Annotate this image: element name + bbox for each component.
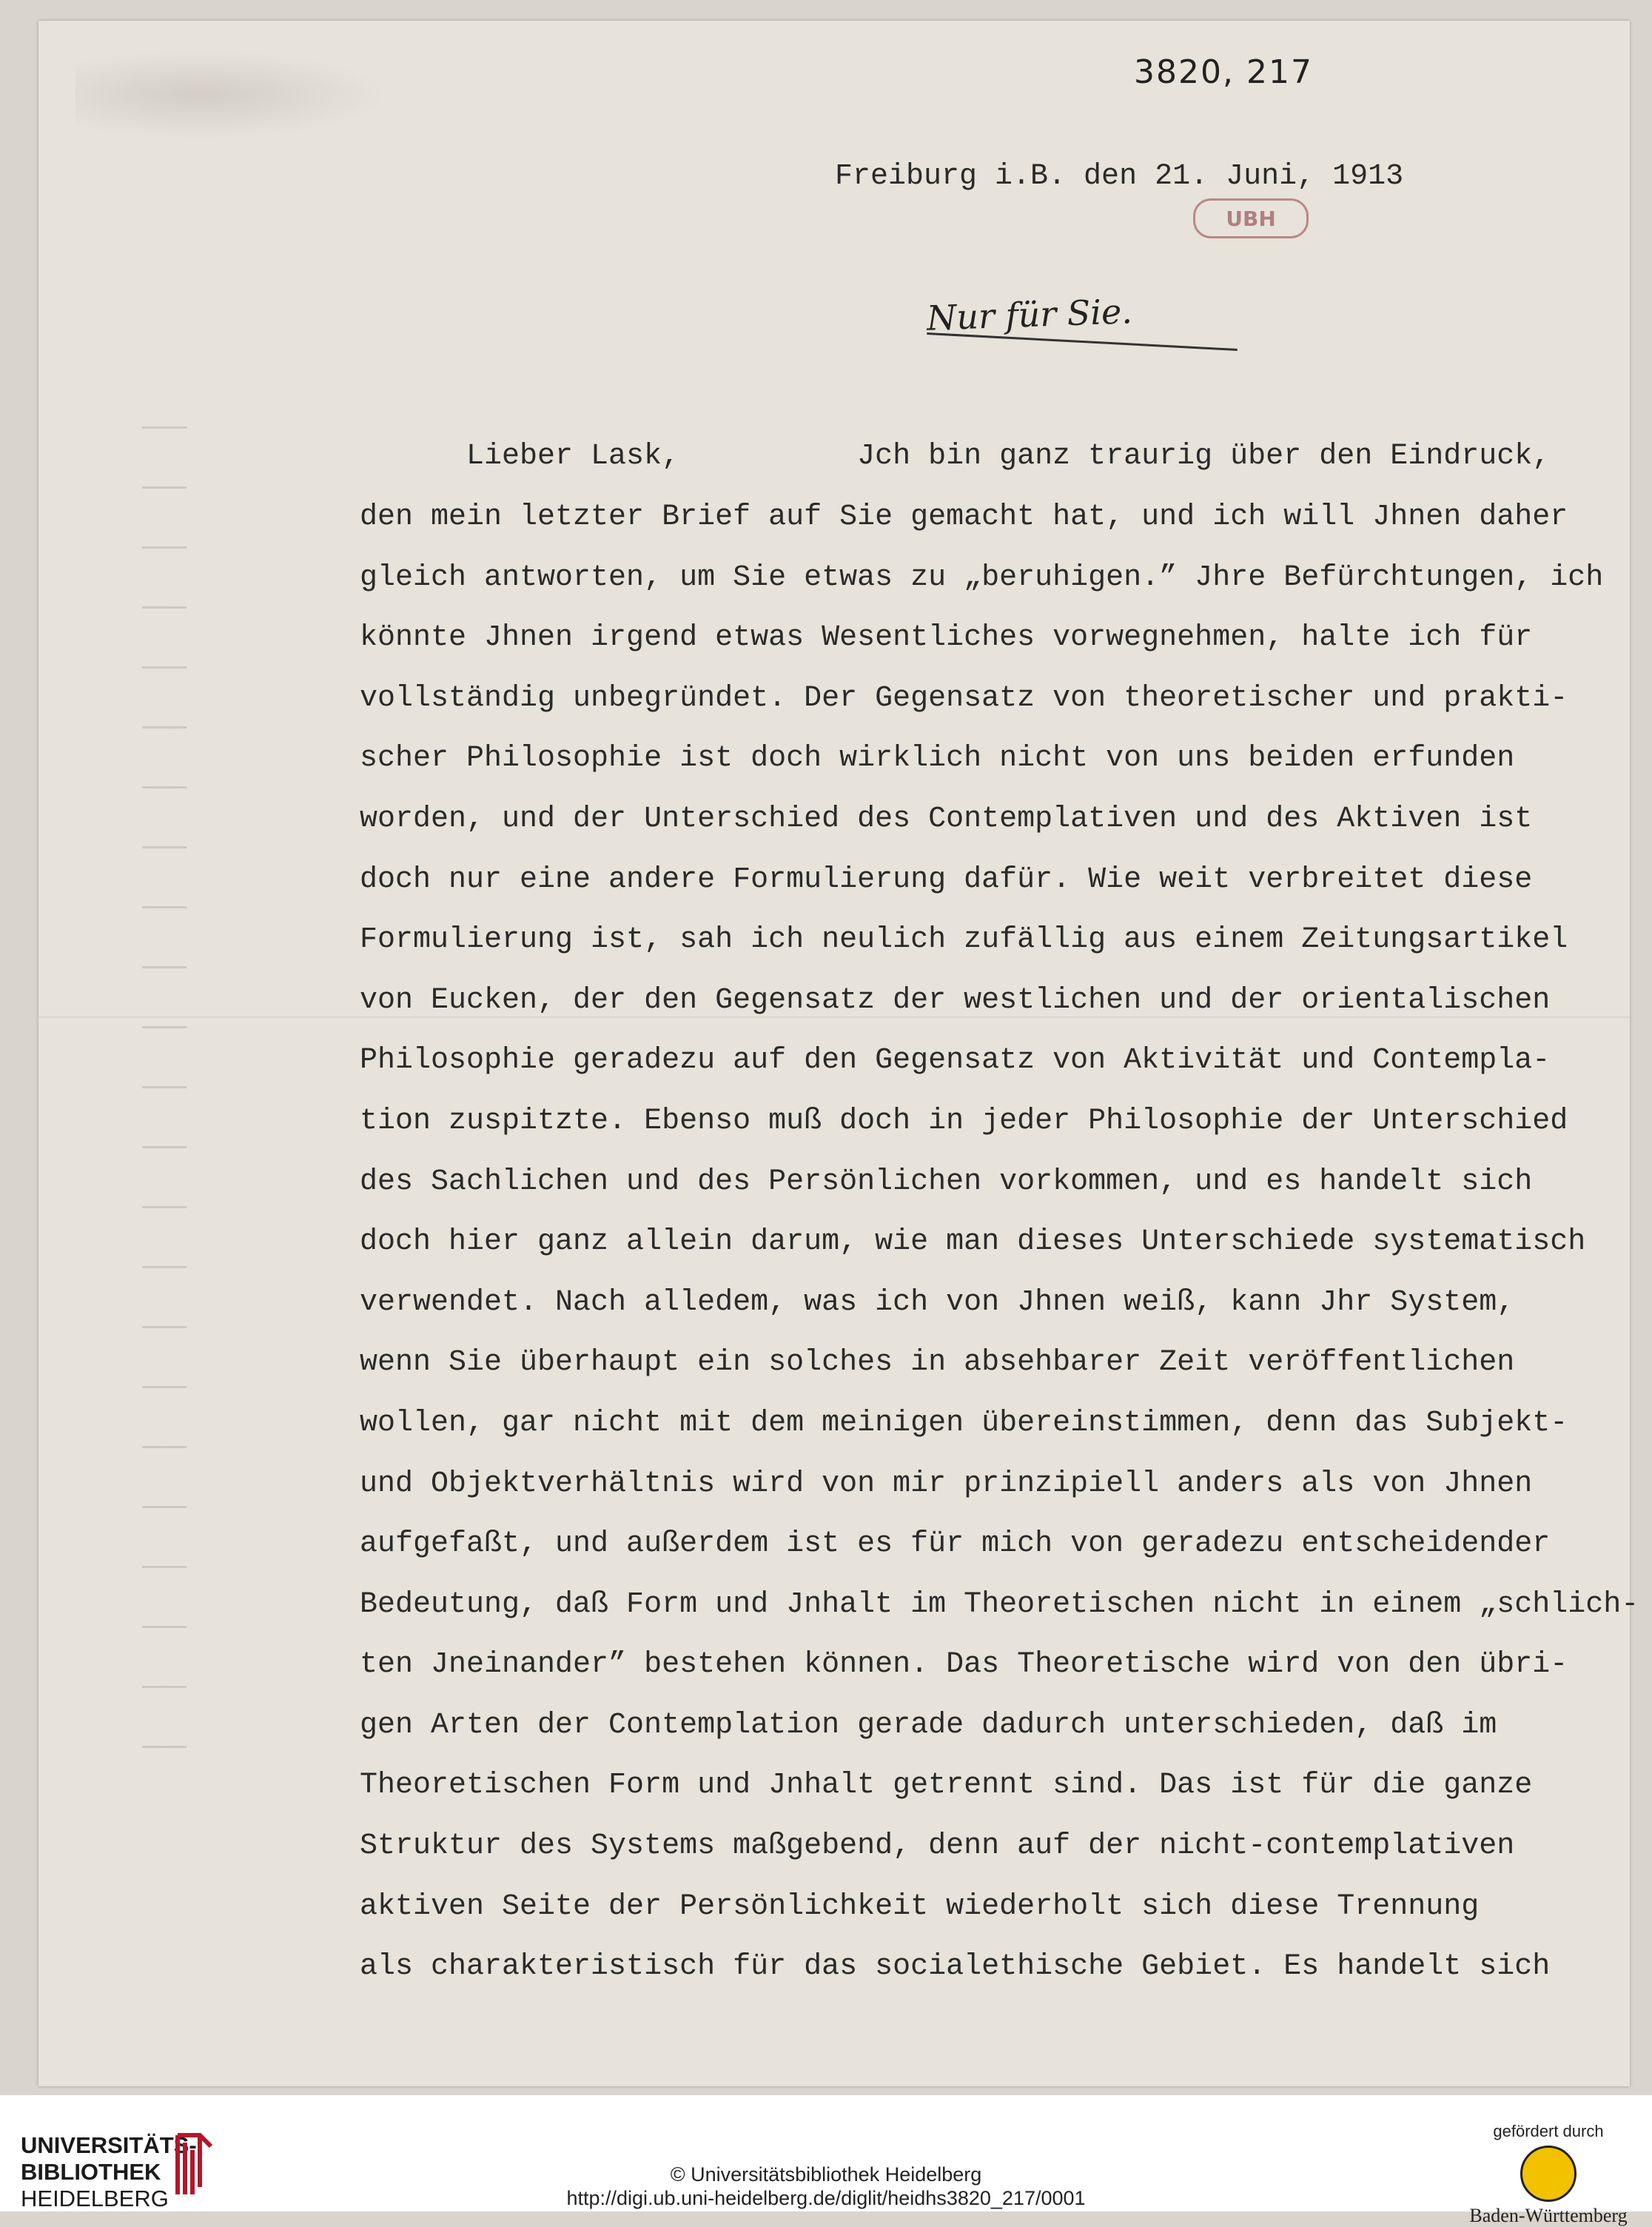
letter-line: verwendet. Nach alledem, was ich von Jhnen weiß, kann Jhr System, bbox=[360, 1285, 1515, 1319]
letter-line: vollständig unbegründet. Der Gegensatz von theoretischer und prakti- bbox=[360, 681, 1568, 715]
library-stamp: UBH bbox=[1193, 198, 1309, 238]
letter-line: könnte Jhnen irgend etwas Wesentliches vorwegnehmen, halte ich für bbox=[360, 621, 1533, 655]
library-name-line3: HEIDELBERG bbox=[21, 2186, 169, 2211]
letter-line: aktiven Seite der Persönlichkeit wiederholt sich diese Trennung bbox=[360, 1889, 1480, 1923]
paper-stain bbox=[75, 50, 386, 139]
copyright-text: © Universitätsbibliothek Heidelberg bbox=[670, 2163, 982, 2186]
letter-line: von Eucken, der den Gegensatz der westlichen und der orientalischen bbox=[360, 983, 1551, 1017]
letter-line: und Objektverhältnis wird von mir prinzipiell anders als von Jhnen bbox=[360, 1467, 1533, 1501]
dateline: Freiburg i.B. den 21. Juni, 1913 bbox=[835, 160, 1404, 193]
salutation: Lieber Lask, bbox=[466, 440, 680, 473]
letter-line: wollen, gar nicht mit dem meinigen übereinstimmen, denn das Subjekt- bbox=[360, 1406, 1568, 1440]
letter-line: gleich antworten, um Sie etwas zu „beruhigen.” Jhre Befürchtungen, ich bbox=[360, 560, 1604, 595]
state-seal-icon bbox=[1520, 2146, 1577, 2202]
margin-bleedthrough bbox=[142, 369, 187, 1775]
letter-line: wenn Sie überhaupt ein solches in absehbarer Zeit veröffentlichen bbox=[360, 1346, 1515, 1380]
letter-line: Struktur des Systems maßgebend, denn auf der nicht-contemplativen bbox=[360, 1829, 1515, 1863]
opening-text: Jch bin ganz traurig über den Eindruck, bbox=[857, 440, 1551, 473]
permalink[interactable]: http://digi.ub.uni-heidelberg.de/diglit/heidhs3820_217/0001 bbox=[566, 2187, 1086, 2209]
letter-line: den mein letzter Brief auf Sie gemacht hat, und ich will Jhnen daher bbox=[360, 500, 1568, 534]
library-name-line1: UNIVERSITÄTS- bbox=[21, 2132, 197, 2158]
letter-line: worden, und der Unterschied des Contemplativen und des Aktiven ist bbox=[360, 802, 1533, 836]
letter-line: tion zuspitzte. Ebenso muß doch in jeder Philosophie der Unterschied bbox=[360, 1104, 1568, 1138]
letter-line: als charakteristisch für das socialethische Gebiet. Es handelt sich bbox=[360, 1950, 1551, 1984]
shelfmark: 3820, 217 bbox=[1134, 53, 1313, 91]
letter-line: aufgefaßt, und außerdem ist es für mich von geradezu entscheidender bbox=[360, 1527, 1551, 1561]
letter-line: gen Arten der Contemplation gerade dadurch unterschieden, daß im bbox=[360, 1708, 1497, 1742]
letter-line: doch nur eine andere Formulierung dafür. Wie weit verbreitet diese bbox=[360, 863, 1533, 897]
letter-line: doch hier ganz allein darum, wie man dieses Unterschiede systematisch bbox=[360, 1225, 1586, 1259]
funded-by-label: gefördert durch bbox=[1493, 2122, 1604, 2140]
viewer-footer bbox=[0, 2095, 1652, 2226]
letter-body bbox=[360, 487, 1639, 1997]
letter-line: Formulierung ist, sah ich neulich zufällig aus einem Zeitungsartikel bbox=[360, 923, 1568, 957]
letter-line: Bedeutung, daß Form und Jnhalt im Theoretischen nicht in einem „schlich- bbox=[360, 1587, 1639, 1621]
letter-page bbox=[38, 21, 1639, 2086]
salutation-line bbox=[466, 440, 1550, 473]
letter-line: scher Philosophie ist doch wirklich nicht von uns beiden erfunden bbox=[360, 742, 1515, 776]
letter-line: Philosophie geradezu auf den Gegensatz von Aktivität und Contempla- bbox=[360, 1044, 1551, 1078]
funder-name: Baden-Württemberg bbox=[1469, 2205, 1628, 2226]
letter-line: des Sachlichen und des Persönlichen vorkommen, und es handelt sich bbox=[360, 1165, 1533, 1199]
library-name-line2: BIBLIOTHEK bbox=[21, 2159, 161, 2185]
handwritten-note: Nur für Sie. bbox=[926, 291, 1133, 338]
letter-line: Theoretischen Form und Jnhalt getrennt sind. Das ist für die ganze bbox=[360, 1769, 1533, 1803]
handwritten-underline bbox=[927, 332, 1238, 351]
letter-line: ten Jneinander” bestehen können. Das Theoretische wird von den übri- bbox=[360, 1648, 1568, 1682]
